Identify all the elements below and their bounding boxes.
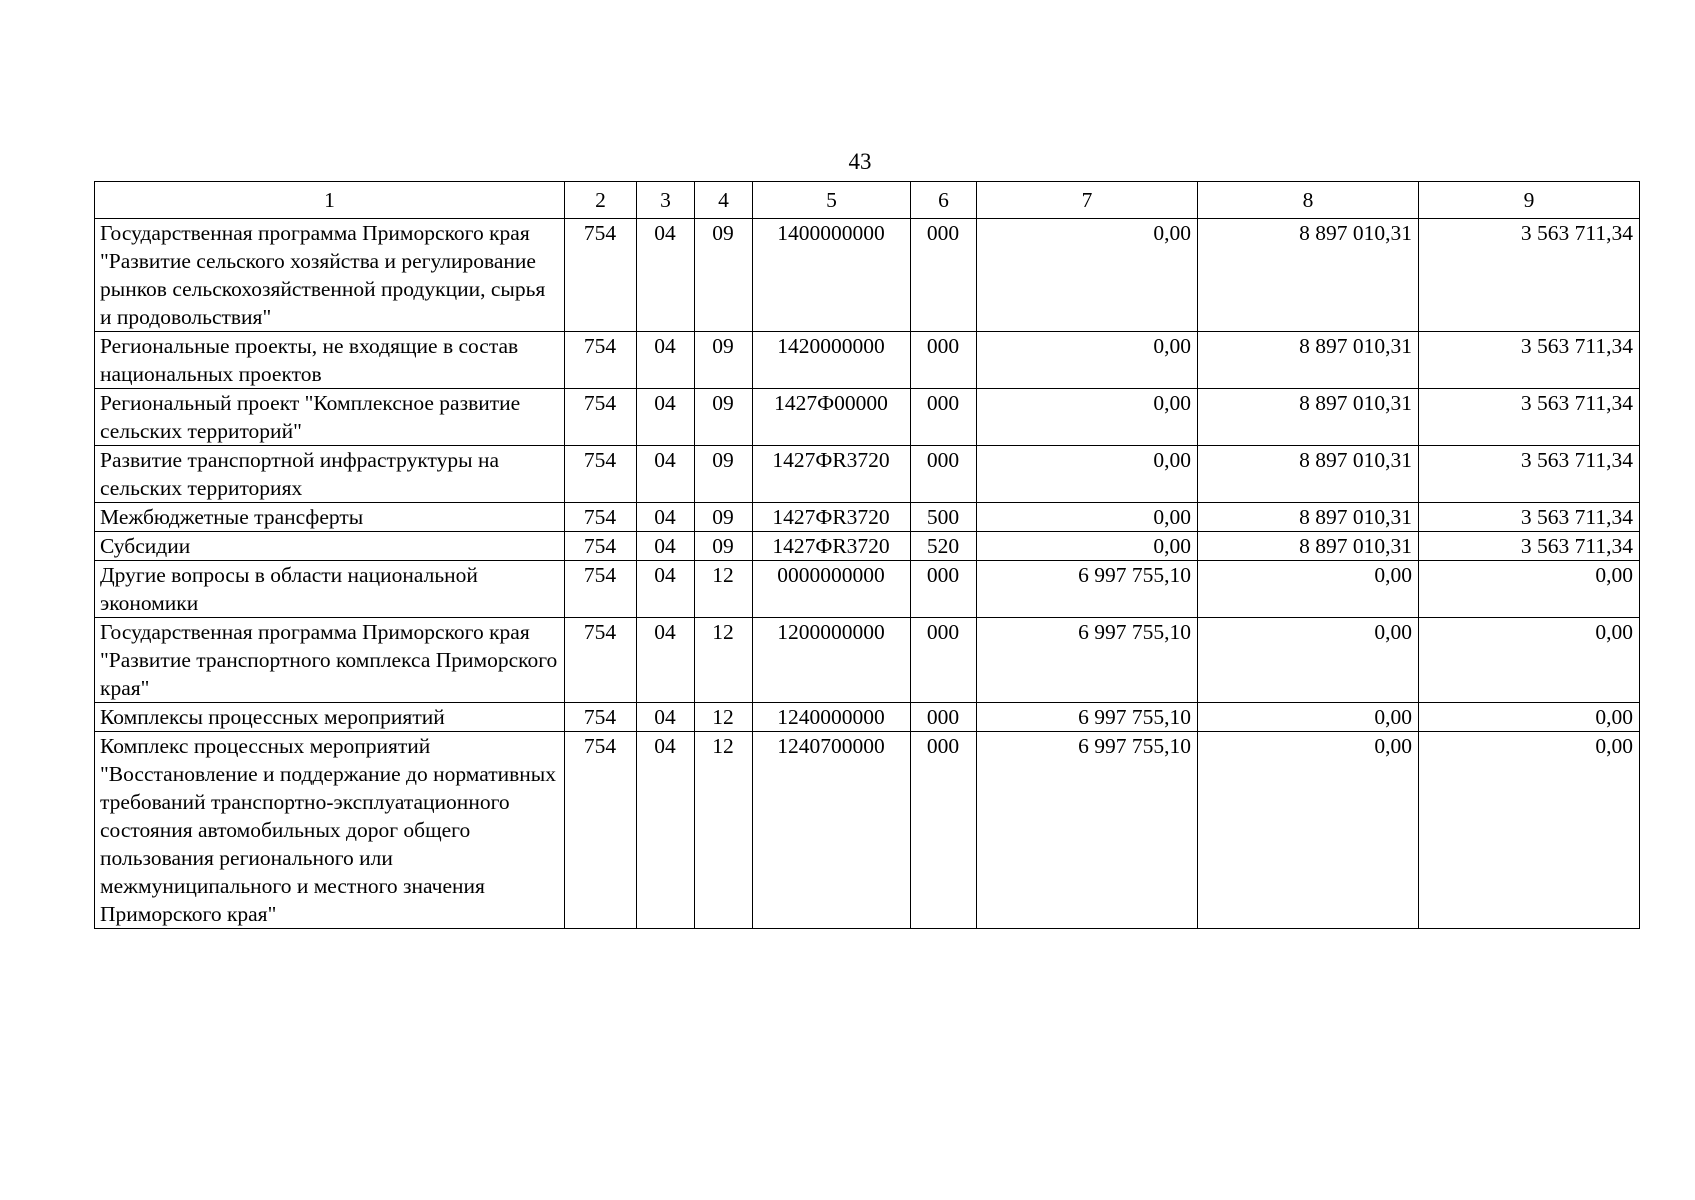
amount-col8: 8 897 010,31 <box>1198 446 1419 503</box>
section-code: 04 <box>637 732 695 929</box>
subsection-code: 09 <box>695 219 753 332</box>
target-article-code: 1427ФR3720 <box>753 446 911 503</box>
amount-col9: 0,00 <box>1419 561 1640 618</box>
table-row <box>95 561 1640 618</box>
column-header: 6 <box>911 182 977 219</box>
row-name: Развитие транспортной инфраструктуры на сельских территориях <box>95 446 565 503</box>
target-article-code: 1427Ф00000 <box>753 389 911 446</box>
section-code: 04 <box>637 532 695 561</box>
amount-col8: 8 897 010,31 <box>1198 332 1419 389</box>
amount-col8: 8 897 010,31 <box>1198 503 1419 532</box>
amount-col9: 0,00 <box>1419 703 1640 732</box>
amount-col8: 8 897 010,31 <box>1198 532 1419 561</box>
target-article-code: 1200000000 <box>753 618 911 703</box>
admin-code: 754 <box>565 389 637 446</box>
column-header: 5 <box>753 182 911 219</box>
section-code: 04 <box>637 219 695 332</box>
amount-col8: 8 897 010,31 <box>1198 219 1419 332</box>
target-article-code: 1427ФR3720 <box>753 503 911 532</box>
amount-col7: 6 997 755,10 <box>977 732 1198 929</box>
table-row <box>95 446 1640 503</box>
expense-type-code: 000 <box>911 219 977 332</box>
expense-type-code: 500 <box>911 503 977 532</box>
row-name: Межбюджетные трансферты <box>95 503 565 532</box>
subsection-code: 09 <box>695 446 753 503</box>
amount-col9: 3 563 711,34 <box>1419 219 1640 332</box>
admin-code: 754 <box>565 532 637 561</box>
table-row <box>95 332 1640 389</box>
expense-type-code: 000 <box>911 618 977 703</box>
admin-code: 754 <box>565 703 637 732</box>
expense-type-code: 000 <box>911 732 977 929</box>
amount-col7: 6 997 755,10 <box>977 703 1198 732</box>
admin-code: 754 <box>565 561 637 618</box>
subsection-code: 09 <box>695 503 753 532</box>
admin-code: 754 <box>565 219 637 332</box>
amount-col7: 0,00 <box>977 332 1198 389</box>
column-header: 1 <box>95 182 565 219</box>
subsection-code: 09 <box>695 532 753 561</box>
amount-col9: 3 563 711,34 <box>1419 503 1640 532</box>
amount-col8: 8 897 010,31 <box>1198 389 1419 446</box>
expense-type-code: 000 <box>911 389 977 446</box>
column-header: 8 <box>1198 182 1419 219</box>
table-row <box>95 732 1640 929</box>
amount-col9: 3 563 711,34 <box>1419 446 1640 503</box>
section-code: 04 <box>637 703 695 732</box>
amount-col8: 0,00 <box>1198 618 1419 703</box>
amount-col7: 6 997 755,10 <box>977 561 1198 618</box>
target-article-code: 0000000000 <box>753 561 911 618</box>
column-header: 9 <box>1419 182 1640 219</box>
amount-col8: 0,00 <box>1198 732 1419 929</box>
table-row <box>95 618 1640 703</box>
target-article-code: 1240700000 <box>753 732 911 929</box>
admin-code: 754 <box>565 503 637 532</box>
target-article-code: 1400000000 <box>753 219 911 332</box>
column-header: 4 <box>695 182 753 219</box>
subsection-code: 09 <box>695 389 753 446</box>
expense-type-code: 520 <box>911 532 977 561</box>
column-header: 2 <box>565 182 637 219</box>
amount-col8: 0,00 <box>1198 703 1419 732</box>
section-code: 04 <box>637 618 695 703</box>
amount-col9: 0,00 <box>1419 732 1640 929</box>
row-name: Региональный проект "Комплексное развитие сельских территорий" <box>95 389 565 446</box>
section-code: 04 <box>637 503 695 532</box>
amount-col9: 3 563 711,34 <box>1419 389 1640 446</box>
admin-code: 754 <box>565 446 637 503</box>
table-row <box>95 389 1640 446</box>
page-number: 43 <box>848 149 872 174</box>
row-name: Комплексы процессных мероприятий <box>95 703 565 732</box>
admin-code: 754 <box>565 618 637 703</box>
subsection-code: 12 <box>695 618 753 703</box>
table-row <box>95 703 1640 732</box>
table-row <box>95 503 1640 532</box>
amount-col7: 0,00 <box>977 532 1198 561</box>
section-code: 04 <box>637 561 695 618</box>
table-row <box>95 219 1640 332</box>
expense-type-code: 000 <box>911 446 977 503</box>
table-row <box>95 532 1640 561</box>
subsection-code: 12 <box>695 703 753 732</box>
column-header: 7 <box>977 182 1198 219</box>
amount-col7: 0,00 <box>977 503 1198 532</box>
row-name: Другие вопросы в области национальной экономики <box>95 561 565 618</box>
amount-col7: 6 997 755,10 <box>977 618 1198 703</box>
header-row <box>95 182 1640 219</box>
subsection-code: 12 <box>695 561 753 618</box>
amount-col9: 3 563 711,34 <box>1419 332 1640 389</box>
amount-col7: 0,00 <box>977 446 1198 503</box>
expense-type-code: 000 <box>911 332 977 389</box>
amount-col7: 0,00 <box>977 219 1198 332</box>
admin-code: 754 <box>565 332 637 389</box>
expense-type-code: 000 <box>911 561 977 618</box>
row-name: Субсидии <box>95 532 565 561</box>
admin-code: 754 <box>565 732 637 929</box>
row-name: Региональные проекты, не входящие в состав национальных проектов <box>95 332 565 389</box>
target-article-code: 1427ФR3720 <box>753 532 911 561</box>
column-header: 3 <box>637 182 695 219</box>
section-code: 04 <box>637 332 695 389</box>
budget-table <box>94 181 1640 929</box>
target-article-code: 1420000000 <box>753 332 911 389</box>
subsection-code: 09 <box>695 332 753 389</box>
amount-col8: 0,00 <box>1198 561 1419 618</box>
amount-col9: 3 563 711,34 <box>1419 532 1640 561</box>
section-code: 04 <box>637 389 695 446</box>
expense-type-code: 000 <box>911 703 977 732</box>
row-name: Государственная программа Приморского края "Развитие сельского хозяйства и регулирование рынков сельскохозяйственной продукции, сырья и продовольствия" <box>95 219 565 332</box>
amount-col7: 0,00 <box>977 389 1198 446</box>
target-article-code: 1240000000 <box>753 703 911 732</box>
subsection-code: 12 <box>695 732 753 929</box>
amount-col9: 0,00 <box>1419 618 1640 703</box>
row-name: Комплекс процессных мероприятий "Восстановление и поддержание до нормативных требований транспортно-эксплуатационного состояния автомобильных дорог общего пользования регионального или межмуниципального и местного значения Приморского края" <box>95 732 565 929</box>
row-name: Государственная программа Приморского края "Развитие транспортного комплекса Приморского края" <box>95 618 565 703</box>
section-code: 04 <box>637 446 695 503</box>
